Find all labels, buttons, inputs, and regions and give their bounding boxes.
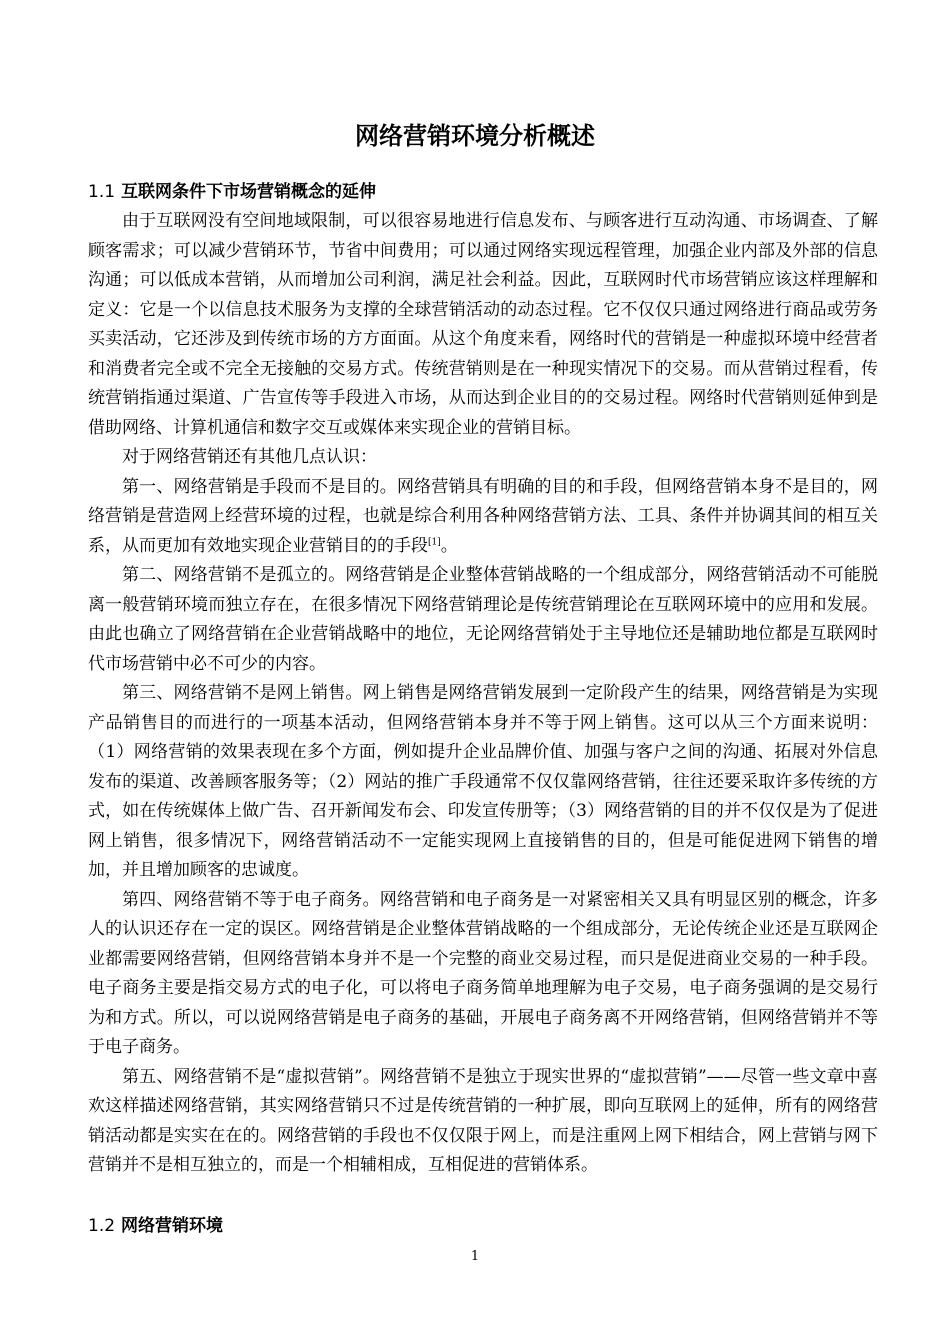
section-title: 网络营销环境 (121, 1216, 224, 1236)
paragraph-text: 第一、网络营销是手段而不是目的。网络营销具有明确的目的和手段，但网络营销本身不是目的，网络营销是营造网上经营环境的过程，也就是综合利用各种网络营销方法、工具、条件并协调其间的相互关系，从而更加有效地实现企业营销目的的手段 (88, 476, 878, 556)
paragraph: 由于互联网没有空间地域限制，可以很容易地进行信息发布、与顾客进行互动沟通、市场调查、了解顾客需求；可以减少营销环节，节省中间费用；可以通过网络实现远程管理，加强企业内部及外部的信息沟通；可以低成本营销，从而增加公司利润，满足社会利益。因此，互联网时代市场营销应该这样理解和定义：它是一个以信息技术服务为支撑的全球营销活动的动态过程。它不仅仅只通过网络进行商品或劳务买卖活动，它还涉及到传统市场的方方面面。从这个角度来看，网络时代的营销是一种虚拟环境中经营者和消费者完全或不完全无接触的交易方式。传统营销则是在一种现实情况下的交易。而从营销过程看，传统营销指通过渠道、广告宣传等手段进入市场，从而达到企业目的的交易过程。网络时代营销则延伸到是借助网络、计算机通信和数字交互或媒体来实现企业的营销目标。 (88, 211, 878, 438)
section-title: 互联网条件下市场营销概念的延伸 (121, 182, 377, 202)
paragraph: 对于网络营销还有其他几点认识： (122, 447, 377, 467)
paragraph (88, 473, 878, 562)
paragraph: 第四、网络营销不等于电子商务。网络营销和电子商务是一对紧密相关又具有明显区别的概念，许多人的认识还存在一定的误区。网络营销是企业整体营销战略的一个组成部分，无论传统企业还是互联网企业都需要网络营销，但网络营销本身并不是一个完整的商业交易过程，而只是促进商业交易的一种手段。电子商务主要是指交易方式的电子化，可以将电子商务简单地理解为电子交易，电子商务强调的是交易行为和方式。所以，可以说网络营销是电子商务的基础，开展电子商务离不开网络营销，但网络营销并不等于电子商务。 (88, 889, 878, 1057)
page-title: 网络营销环境分析概述 (355, 122, 595, 150)
paragraph: 第二、网络营销不是孤立的。网络营销是企业整体营销战略的一个组成部分，网络营销活动不可能脱离一般营销环境而独立存在，在很多情况下网络营销理论是传统营销理论在互联网环境中的应用和发展。由此也确立了网络营销在企业营销战略中的地位，无论网络营销处于主导地位还是辅助地位都是互联网时代市场营销中必不可少的内容。 (88, 565, 878, 674)
section-number: 1.2 (88, 1216, 116, 1236)
section-heading-1-1 (88, 179, 376, 205)
section-number: 1.1 (88, 182, 116, 202)
section-body (88, 207, 878, 1181)
page-number: 1 (470, 1249, 480, 1264)
paragraph: 第五、网络营销不是“虚拟营销”。网络营销不是独立于现实世界的“虚拟营销”——尽管一些文章中喜欢这样描述网络营销，其实网络营销只不过是传统营销的一种扩展，即向互联网上的延伸，所有的网络营销活动都是实实在在的。网络营销的手段也不仅仅限于网上，而是注重网上网下相结合，网上营销与网下营销并不是相互独立的，而是一个相辅相成，互相促进的营销体系。 (88, 1066, 878, 1175)
citation-marker[interactable]: [1] (428, 536, 441, 547)
section-heading-1-2 (88, 1213, 223, 1239)
paragraph-end-mark: 。 (440, 535, 458, 556)
paragraph: 第三、网络营销不是网上销售。网上销售是网络营销发展到一定阶段产生的结果，网络营销是为实现产品销售目的而进行的一项基本活动，但网络营销本身并不等于网上销售。这可以从三个方面来说明：（1）网络营销的效果表现在多个方面，例如提升企业品牌价值、加强与客户之间的沟通、拓展对外信息发布的渠道、改善顾客服务等；（2）网站的推广手段通常不仅仅靠网络营销，往往还要采取许多传统的方式，如在传统媒体上做广告、召开新闻发布会、印发宣传册等；（3）网络营销的目的并不仅仅是为了促进网上销售，很多情况下，网络营销活动不一定能实现网上直接销售的目的，但是可能促进网下销售的增加，并且增加顾客的忠诚度。 (88, 683, 878, 880)
